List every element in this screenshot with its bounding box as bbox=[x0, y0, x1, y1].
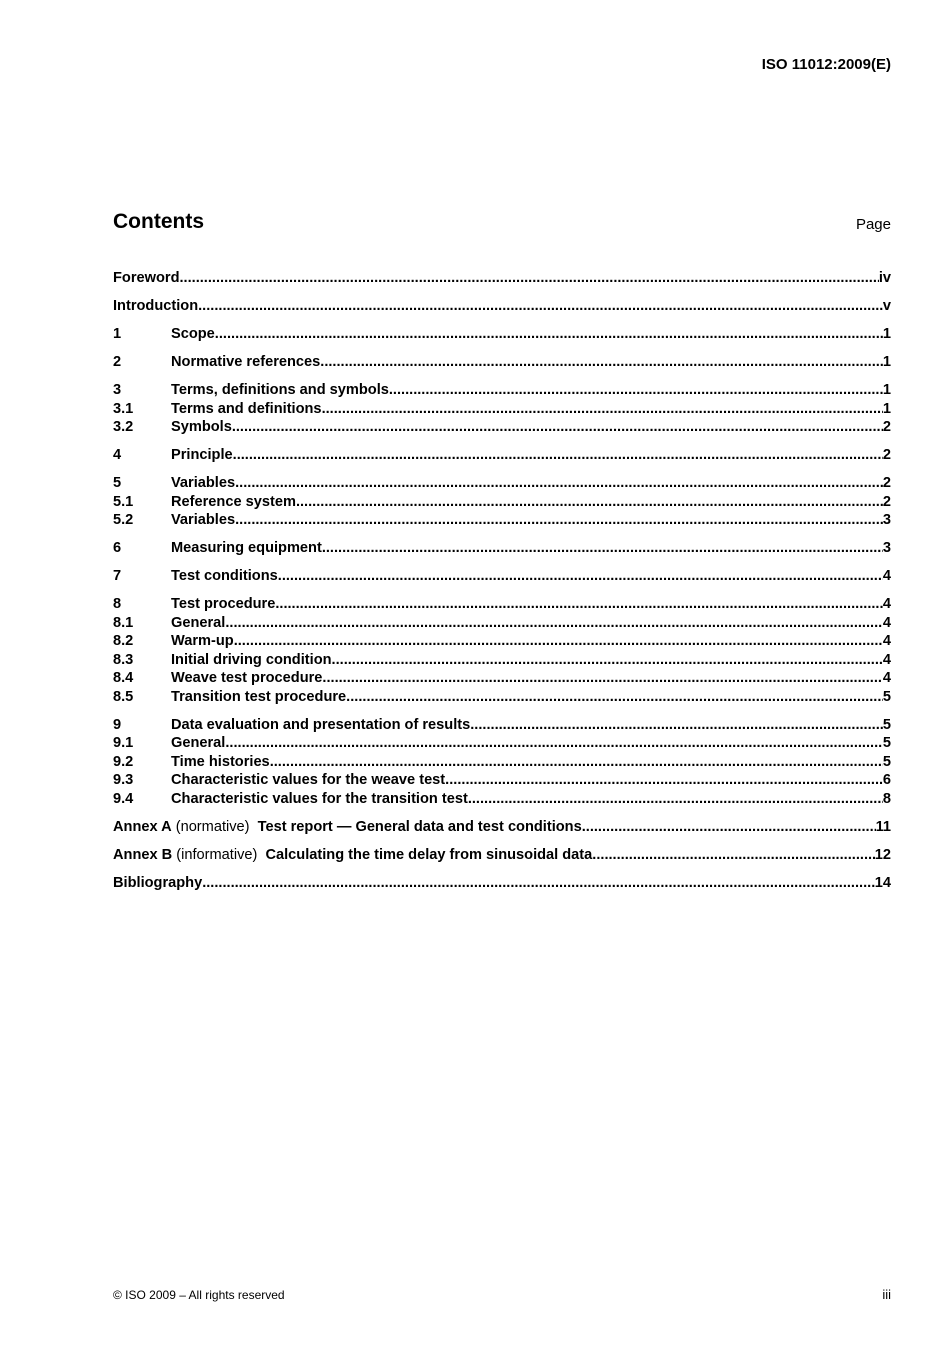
toc-entry-number: 3.2 bbox=[113, 419, 134, 435]
toc-entry-title: Test report — General data and test conditions bbox=[257, 818, 582, 835]
toc-leader-dots bbox=[322, 669, 882, 688]
toc-entry-introduction[interactable] bbox=[113, 297, 891, 316]
toc-entry-number: 8 bbox=[113, 596, 122, 612]
toc-leader-dots bbox=[582, 818, 876, 837]
toc-entry-page: 5 bbox=[882, 716, 891, 733]
toc-entry-page: 5 bbox=[882, 753, 891, 770]
toc-leader-dots bbox=[346, 688, 883, 707]
toc-leader-dots bbox=[322, 539, 883, 558]
toc-entry-title: Time histories bbox=[171, 753, 270, 770]
page-column-label: Page bbox=[855, 216, 891, 233]
toc-entry-page: 1 bbox=[882, 354, 891, 370]
toc-entry-title: Measuring equipment bbox=[171, 540, 322, 556]
toc-leader-dots bbox=[468, 790, 883, 809]
toc-leader-dots bbox=[225, 734, 883, 753]
toc-entry-number: 4 bbox=[113, 447, 122, 463]
toc-entry-page: 1 bbox=[882, 382, 891, 398]
toc-entry-title: Principle bbox=[171, 447, 233, 463]
toc-entry-title: General bbox=[171, 735, 226, 751]
toc-entry-normative-references[interactable] bbox=[113, 353, 891, 372]
toc-entry-number: 8.5 bbox=[113, 688, 134, 705]
toc-entry-number: 3 bbox=[113, 382, 122, 398]
toc-entry-general-9[interactable] bbox=[113, 734, 891, 753]
toc-entry-initial-driving-condition[interactable] bbox=[113, 651, 891, 670]
toc-entry-annex-a[interactable] bbox=[113, 818, 891, 837]
toc-entry-title: Variables bbox=[171, 475, 236, 491]
toc-leader-dots bbox=[232, 418, 883, 437]
toc-entry-page: 3 bbox=[882, 512, 891, 528]
toc-entry-title: Weave test procedure bbox=[171, 670, 323, 686]
toc-entry-page: 5 bbox=[882, 688, 891, 705]
toc-entry-test-procedure[interactable] bbox=[113, 595, 891, 614]
toc-entry-number: 7 bbox=[113, 568, 122, 584]
toc-entry-variables-sub[interactable] bbox=[113, 511, 891, 530]
toc-entry-title: Reference system bbox=[171, 493, 296, 510]
toc-entry-number: 1 bbox=[113, 326, 122, 342]
toc-entry-title: General bbox=[171, 614, 226, 631]
toc-entry-page: v bbox=[882, 298, 891, 314]
toc-entry-page: 2 bbox=[882, 475, 891, 491]
toc-entry-title: Bibliography bbox=[113, 874, 203, 891]
toc-entry-number: 8.4 bbox=[113, 670, 134, 686]
toc-entry-page: 5 bbox=[882, 735, 891, 751]
toc-entry-time-histories[interactable] bbox=[113, 753, 891, 772]
toc-entry-page: 8 bbox=[882, 790, 891, 807]
toc-entry-title: Warm-up bbox=[171, 633, 234, 649]
toc-leader-dots bbox=[235, 474, 883, 493]
toc-entry-title: Test conditions bbox=[171, 568, 278, 584]
toc-entry-title: Test procedure bbox=[171, 596, 276, 612]
document-reference: ISO 11012:2009(E) bbox=[761, 56, 891, 73]
toc-entry-number: 5 bbox=[113, 475, 122, 491]
toc-entry-title: Transition test procedure bbox=[171, 688, 347, 705]
toc-entry-terms-definitions-symbols[interactable] bbox=[113, 381, 891, 400]
toc-entry-page: 4 bbox=[882, 670, 891, 686]
toc-entry-reference-system[interactable] bbox=[113, 493, 891, 512]
toc-leader-dots bbox=[215, 325, 883, 344]
toc-entry-number: 8.3 bbox=[113, 651, 134, 668]
toc-entry-number: 5.1 bbox=[113, 493, 134, 510]
toc-entry-title: Introduction bbox=[113, 298, 199, 314]
toc-leader-dots bbox=[470, 716, 883, 735]
toc-entry-page: 4 bbox=[882, 651, 891, 668]
toc-leader-dots bbox=[234, 632, 883, 651]
toc-entry-page: 1 bbox=[882, 400, 891, 417]
toc-entry-page: 2 bbox=[882, 493, 891, 510]
toc-entry-scope[interactable] bbox=[113, 325, 891, 344]
toc-entry-foreword[interactable] bbox=[113, 269, 891, 288]
toc-entry-page: 2 bbox=[882, 419, 891, 435]
page-number: iii bbox=[882, 1287, 891, 1302]
toc-leader-dots bbox=[322, 400, 883, 419]
toc-entry-page: 4 bbox=[882, 568, 891, 584]
toc-entry-page: 11 bbox=[875, 818, 891, 835]
toc-entry-title: Foreword bbox=[113, 270, 180, 286]
toc-entry-title: Variables bbox=[171, 512, 236, 528]
toc-entry-bibliography[interactable] bbox=[113, 874, 891, 893]
toc-leader-dots bbox=[225, 614, 883, 633]
toc-entry-number: 9.3 bbox=[113, 772, 134, 788]
annex-label: Annex A bbox=[113, 818, 172, 835]
toc-leader-dots bbox=[233, 446, 883, 465]
toc-entry-title: Characteristic values for the transition test bbox=[171, 790, 468, 807]
toc-entry-title: Terms, definitions and symbols bbox=[171, 382, 389, 398]
toc-entry-data-evaluation[interactable] bbox=[113, 716, 891, 735]
toc-entry-title: Data evaluation and presentation of results bbox=[171, 716, 471, 733]
toc-leader-dots bbox=[270, 753, 883, 772]
toc-entry-number: 6 bbox=[113, 540, 122, 556]
toc-entry-number: 9 bbox=[113, 716, 122, 733]
toc-entry-test-conditions[interactable] bbox=[113, 567, 891, 586]
toc-entry-page: 14 bbox=[874, 874, 891, 891]
toc-leader-dots bbox=[332, 651, 883, 670]
toc-entry-page: 4 bbox=[882, 596, 891, 612]
toc-entry-number: 3.1 bbox=[113, 400, 134, 417]
toc-entry-weave-test-procedure[interactable] bbox=[113, 669, 891, 688]
toc-leader-dots bbox=[275, 595, 883, 614]
annex-type: (normative) bbox=[175, 818, 250, 835]
toc-entry-title: Terms and definitions bbox=[171, 400, 322, 417]
toc-leader-dots bbox=[296, 493, 883, 512]
toc-entry-page: 2 bbox=[882, 447, 891, 463]
copyright-notice: © ISO 2009 – All rights reserved bbox=[113, 1288, 285, 1302]
annex-label: Annex B bbox=[113, 846, 173, 863]
toc-entry-page: 3 bbox=[882, 540, 891, 556]
toc-entry-title: Normative references bbox=[171, 354, 321, 370]
toc-entry-page: 1 bbox=[882, 326, 891, 342]
toc-entry-number: 8.2 bbox=[113, 633, 134, 649]
toc-entry-number: 9.2 bbox=[113, 753, 134, 770]
toc-entry-symbols[interactable] bbox=[113, 418, 891, 437]
toc-entry-transition-characteristic-values[interactable] bbox=[113, 790, 891, 809]
toc-entry-title: Calculating the time delay from sinusoidal data bbox=[265, 846, 593, 863]
contents-heading: Contents bbox=[113, 210, 204, 233]
toc-leader-dots bbox=[202, 874, 875, 893]
toc-entry-annex-b[interactable] bbox=[113, 846, 891, 865]
table-of-contents bbox=[113, 269, 891, 892]
toc-leader-dots bbox=[198, 297, 883, 316]
toc-leader-dots bbox=[179, 269, 878, 288]
toc-entry-number: 9.1 bbox=[113, 735, 134, 751]
toc-entry-principle[interactable] bbox=[113, 446, 891, 465]
toc-entry-title: Initial driving condition bbox=[171, 651, 332, 668]
toc-entry-weave-characteristic-values[interactable] bbox=[113, 771, 891, 790]
toc-entry-page: 6 bbox=[882, 772, 891, 788]
toc-entry-terms-and-definitions[interactable] bbox=[113, 400, 891, 419]
toc-leader-dots bbox=[235, 511, 883, 530]
toc-entry-warm-up[interactable] bbox=[113, 632, 891, 651]
toc-leader-dots bbox=[278, 567, 883, 586]
toc-entry-page: 12 bbox=[874, 846, 891, 863]
toc-entry-transition-test-procedure[interactable] bbox=[113, 688, 891, 707]
toc-entry-number: 9.4 bbox=[113, 790, 134, 807]
toc-entry-number: 8.1 bbox=[113, 614, 134, 631]
toc-entry-page: 4 bbox=[882, 614, 891, 631]
toc-leader-dots bbox=[592, 846, 874, 865]
toc-entry-general[interactable] bbox=[113, 614, 891, 633]
toc-leader-dots bbox=[389, 381, 883, 400]
annex-type: (informative) bbox=[176, 846, 258, 863]
toc-entry-page: iv bbox=[878, 270, 891, 286]
toc-entry-number: 5.2 bbox=[113, 512, 134, 528]
toc-entry-title: Characteristic values for the weave test bbox=[171, 772, 446, 788]
toc-leader-dots bbox=[445, 771, 883, 790]
toc-entry-variables[interactable] bbox=[113, 474, 891, 493]
toc-entry-page: 4 bbox=[882, 633, 891, 649]
toc-entry-number: 2 bbox=[113, 354, 122, 370]
toc-leader-dots bbox=[320, 353, 883, 372]
toc-entry-measuring-equipment[interactable] bbox=[113, 539, 891, 558]
toc-entry-title: Scope bbox=[171, 326, 215, 342]
toc-entry-title: Symbols bbox=[171, 419, 232, 435]
